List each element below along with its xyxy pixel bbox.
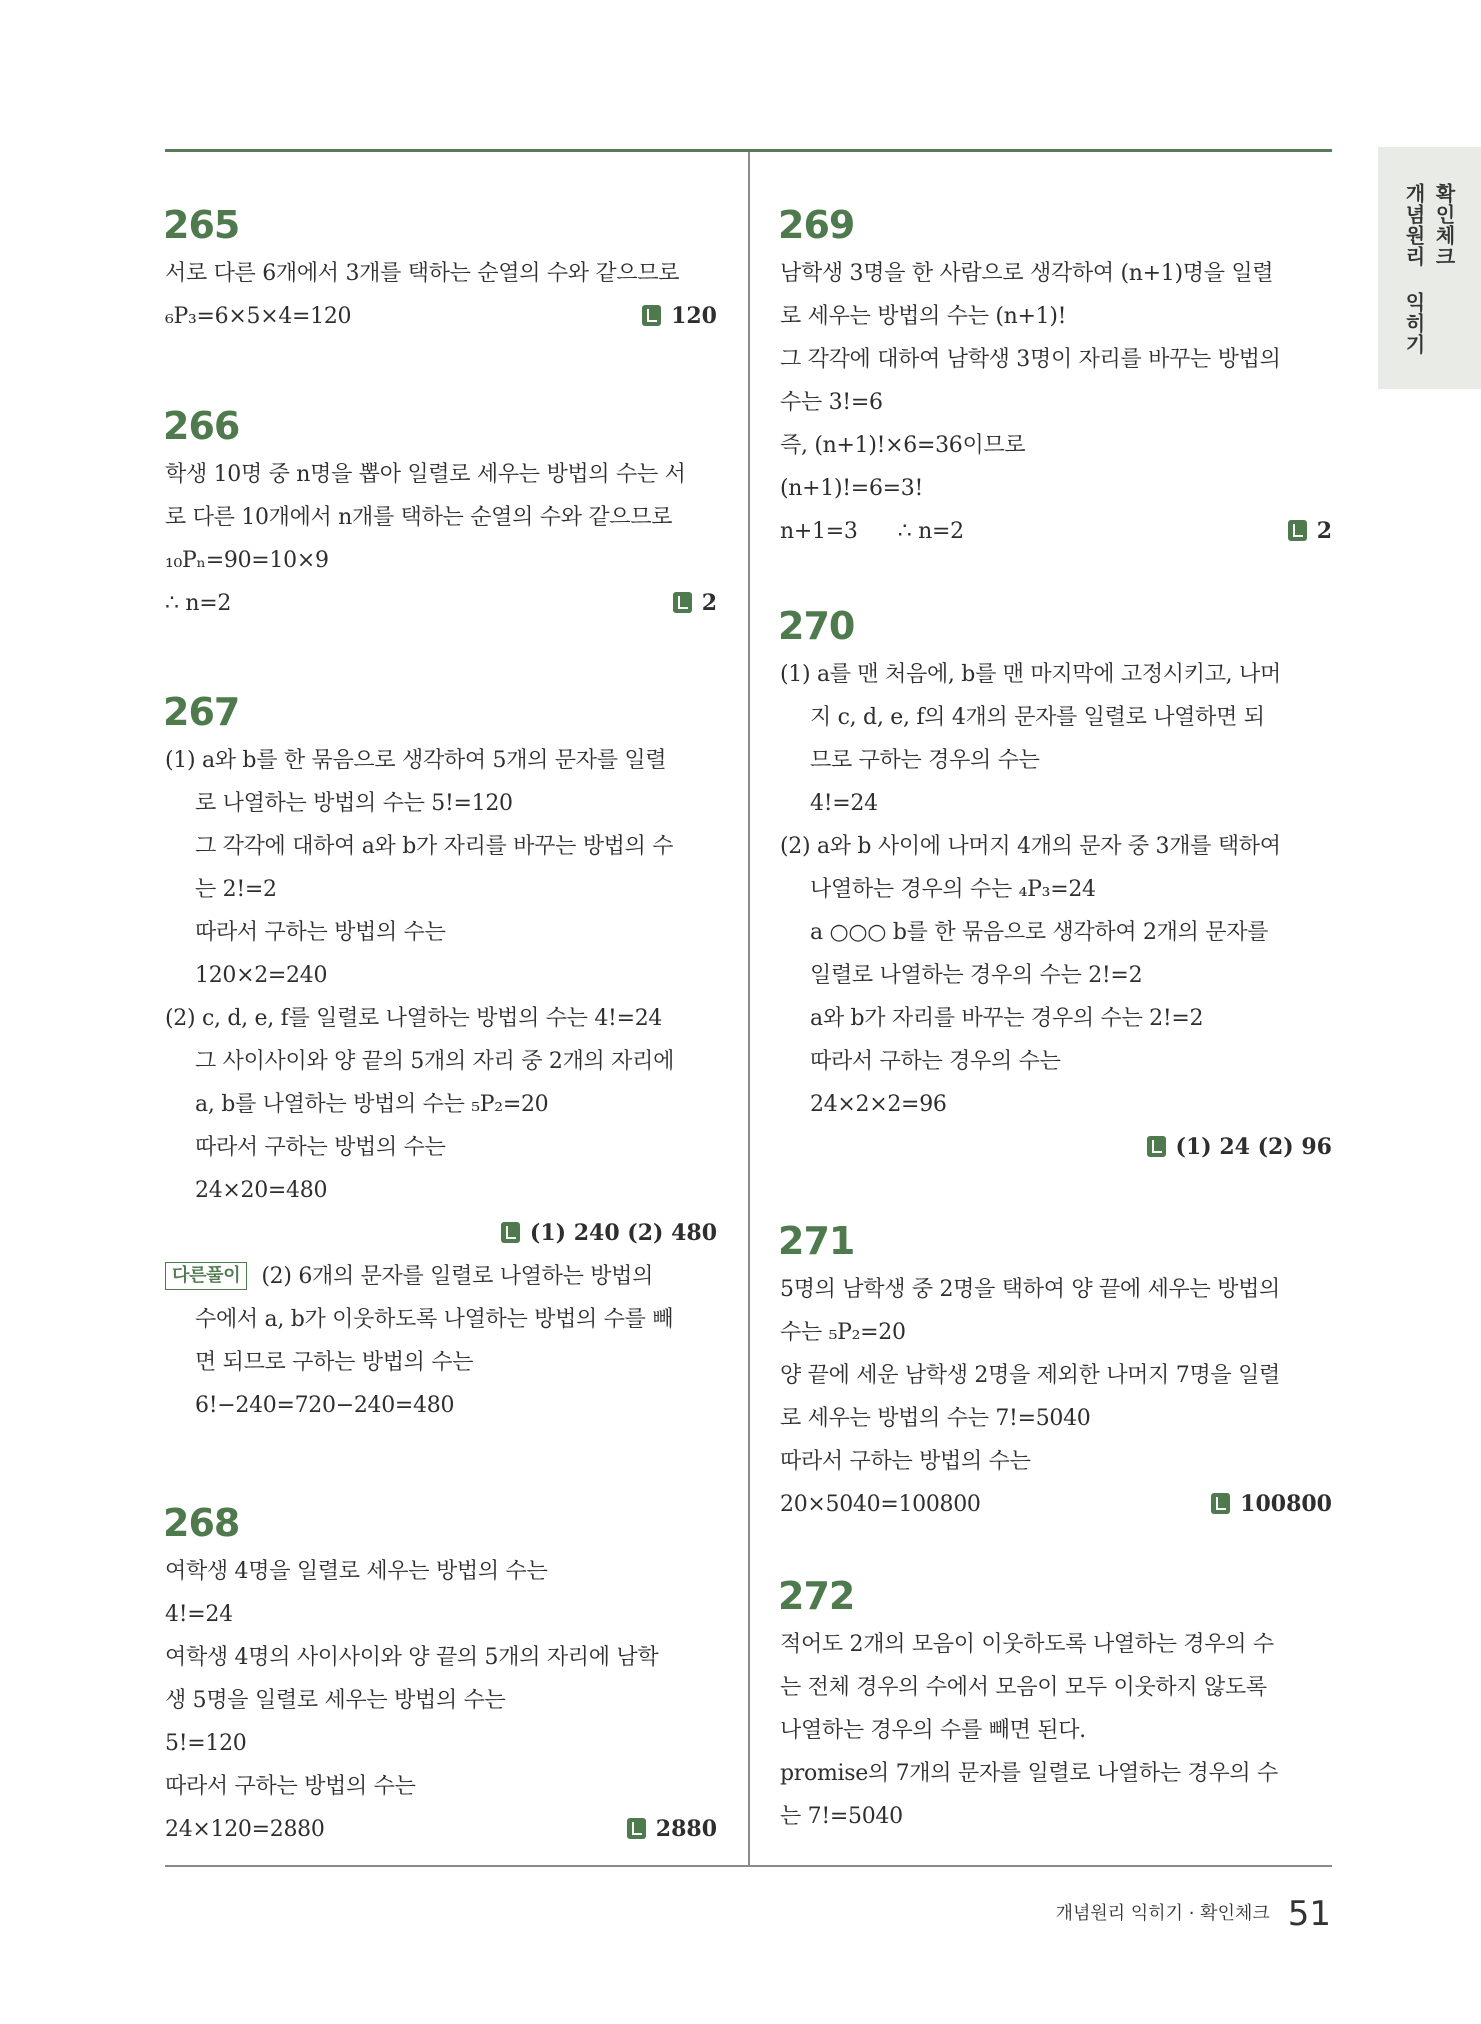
- answer-icon: [1147, 1136, 1166, 1157]
- solution-line: n+1=3 ∴ n=2: [780, 519, 964, 544]
- solution-line: 지 c, d, e, f의 4개의 문자를 일렬로 나열하면 되: [810, 705, 1265, 730]
- solution-line: (1) a와 b를 한 묶음으로 생각하여 5개의 문자를 일렬: [165, 748, 667, 773]
- problem-267: [165, 685, 717, 1427]
- solution-line: 5명의 남학생 중 2명을 택하여 양 끝에 세우는 방법의: [780, 1277, 1280, 1302]
- column-divider: [748, 152, 750, 1866]
- solution-line: 4!=24: [165, 1602, 233, 1627]
- answer-value: 2: [701, 590, 717, 616]
- solution-line: (2) c, d, e, f를 일렬로 나열하는 방법의 수는 4!=24: [165, 1006, 663, 1031]
- answer-value: 120: [671, 303, 717, 329]
- answer: [673, 582, 717, 625]
- solution-line: 20×5040=100800: [780, 1492, 981, 1517]
- problem-271: [780, 1214, 1332, 1526]
- alt-solution-line: 다른풀이 (2) 6개의 문자를 일렬로 나열하는 방법의: [165, 1255, 717, 1298]
- solution-line: 24×2×2=96: [810, 1092, 947, 1117]
- problem-number: 265: [163, 203, 240, 247]
- solution-line: 그 사이사이와 양 끝의 5개의 자리 중 2개의 자리에: [195, 1049, 675, 1074]
- solution-line: (n+1)!=6=3!: [780, 476, 924, 501]
- solution-line: 따라서 구하는 방법의 수는: [780, 1449, 1031, 1474]
- solution-line: a, b를 나열하는 방법의 수는 ₅P₂=20: [195, 1092, 549, 1117]
- answer: [501, 1212, 717, 1255]
- solution-line: (1) a를 맨 처음에, b를 맨 마지막에 고정시키고, 나머: [780, 662, 1281, 687]
- answer-value: 2880: [655, 1816, 717, 1842]
- solution-line: 즉, (n+1)!×6=36이므로: [780, 433, 1026, 458]
- solution-line: ₁₀Pₙ=90=10×9: [165, 548, 329, 573]
- answer: [1211, 1483, 1332, 1526]
- solution-line: 는 2!=2: [195, 877, 277, 902]
- problem-266: [165, 399, 717, 625]
- solution-line: 5!=120: [165, 1731, 247, 1756]
- solution-line: 므로 구하는 경우의 수는: [810, 748, 1040, 773]
- side-tab-title: 확인체크: [1432, 183, 1456, 267]
- solution-line: 로 다른 10개에서 n개를 택하는 순열의 수와 같으므로: [165, 505, 673, 530]
- problem-272: [780, 1569, 1332, 1838]
- solution-line: 따라서 구하는 방법의 수는: [165, 1774, 416, 1799]
- solution-line: 그 각각에 대하여 남학생 3명이 자리를 바꾸는 방법의: [780, 347, 1281, 372]
- solution-line: 120×2=240: [195, 963, 328, 988]
- solution-line: 24×20=480: [195, 1178, 328, 1203]
- footer-text: 개념원리 익히기 · 확인체크: [1055, 1903, 1270, 1924]
- solution-line: promise의 7개의 문자를 일렬로 나열하는 경우의 수: [780, 1761, 1278, 1786]
- page-number: 51: [1287, 1894, 1331, 1934]
- alt-solution-label: 다른풀이: [165, 1262, 247, 1290]
- answer: [642, 295, 717, 338]
- alt-solution-line: 수에서 a, b가 이웃하도록 나열하는 방법의 수를 빼: [195, 1307, 674, 1332]
- solution-line: 따라서 구하는 방법의 수는: [195, 1135, 446, 1160]
- solution-line: 수는 3!=6: [780, 390, 883, 415]
- chapter-side-tab: [1378, 147, 1481, 389]
- alt-solution-line: 6!−240=720−240=480: [195, 1393, 455, 1418]
- solution-line: 는 7!=5040: [780, 1804, 903, 1829]
- answer-icon: [501, 1222, 520, 1243]
- side-tab-subtitle: 개념원리 익히기: [1402, 183, 1426, 355]
- answer-icon: [642, 305, 661, 326]
- answer: [627, 1808, 717, 1851]
- solution-line: a ○○○ b를 한 묶음으로 생각하여 2개의 문자를: [810, 920, 1269, 945]
- problem-number: 270: [778, 604, 855, 648]
- problem-number: 269: [778, 203, 855, 247]
- problem-number: 267: [163, 690, 240, 734]
- solution-line: 서로 다른 6개에서 3개를 택하는 순열의 수와 같으므로: [165, 261, 680, 286]
- solution-line: 학생 10명 중 n명을 뽑아 일렬로 세우는 방법의 수는 서: [165, 462, 686, 487]
- solution-line: 남학생 3명을 한 사람으로 생각하여 (n+1)명을 일렬: [780, 261, 1274, 286]
- solution-line: 따라서 구하는 경우의 수는: [810, 1049, 1061, 1074]
- answer-value: (1) 24 (2) 96: [1175, 1134, 1332, 1160]
- problem-268: [165, 1496, 717, 1851]
- answer-value: 2: [1316, 518, 1332, 544]
- solution-line: 적어도 2개의 모음이 이웃하도록 나열하는 경우의 수: [780, 1632, 1274, 1657]
- answer: [1147, 1126, 1332, 1169]
- answer-icon: [627, 1818, 646, 1839]
- solution-line: (2) a와 b 사이에 나머지 4개의 문자 중 3개를 택하여: [780, 834, 1281, 859]
- problem-number: 268: [163, 1501, 240, 1545]
- solution-line: 나열하는 경우의 수를 빼면 된다.: [780, 1718, 1086, 1743]
- problem-265: [165, 198, 717, 338]
- solution-line: ∴ n=2: [165, 591, 232, 616]
- solution-line: 일렬로 나열하는 경우의 수는 2!=2: [810, 963, 1143, 988]
- solution-line: 나열하는 경우의 수는 ₄P₃=24: [810, 877, 1096, 902]
- answer-value: 100800: [1240, 1491, 1332, 1517]
- solution-line: 로 나열하는 방법의 수는 5!=120: [195, 791, 513, 816]
- solution-line: 그 각각에 대하여 a와 b가 자리를 바꾸는 방법의 수: [195, 834, 674, 859]
- solution-line: 따라서 구하는 방법의 수는: [195, 920, 446, 945]
- bottom-rule: [165, 1865, 1332, 1867]
- answer: [1288, 510, 1332, 553]
- solution-line: 양 끝에 세운 남학생 2명을 제외한 나머지 7명을 일렬: [780, 1363, 1280, 1388]
- problem-269: [780, 198, 1332, 553]
- solution-line: 4!=24: [810, 791, 878, 816]
- solution-line: 로 세우는 방법의 수는 7!=5040: [780, 1406, 1091, 1431]
- solution-line: 여학생 4명을 일렬로 세우는 방법의 수는: [165, 1559, 548, 1584]
- solution-line: 수는 ₅P₂=20: [780, 1320, 906, 1345]
- problem-number: 272: [778, 1574, 855, 1618]
- problem-number: 271: [778, 1219, 855, 1263]
- answer-icon: [1288, 520, 1307, 541]
- answer-value: (1) 240 (2) 480: [529, 1220, 717, 1246]
- problem-270: [780, 599, 1332, 1169]
- solution-line: 여학생 4명의 사이사이와 양 끝의 5개의 자리에 남학: [165, 1645, 659, 1670]
- solution-line: 24×120=2880: [165, 1817, 325, 1842]
- solution-line: 생 5명을 일렬로 세우는 방법의 수는: [165, 1688, 506, 1713]
- answer-icon: [1211, 1493, 1230, 1514]
- page-footer: [1056, 1894, 1331, 1934]
- solution-line: 는 전체 경우의 수에서 모음이 모두 이웃하지 않도록: [780, 1675, 1267, 1700]
- problem-number: 266: [163, 404, 240, 448]
- solution-line: a와 b가 자리를 바꾸는 경우의 수는 2!=2: [810, 1006, 1204, 1031]
- alt-solution-line: 면 되므로 구하는 방법의 수는: [195, 1350, 474, 1375]
- solution-line: 로 세우는 방법의 수는 (n+1)!: [780, 304, 1067, 329]
- answer-icon: [673, 592, 692, 613]
- solution-line: ₆P₃=6×5×4=120: [165, 304, 352, 329]
